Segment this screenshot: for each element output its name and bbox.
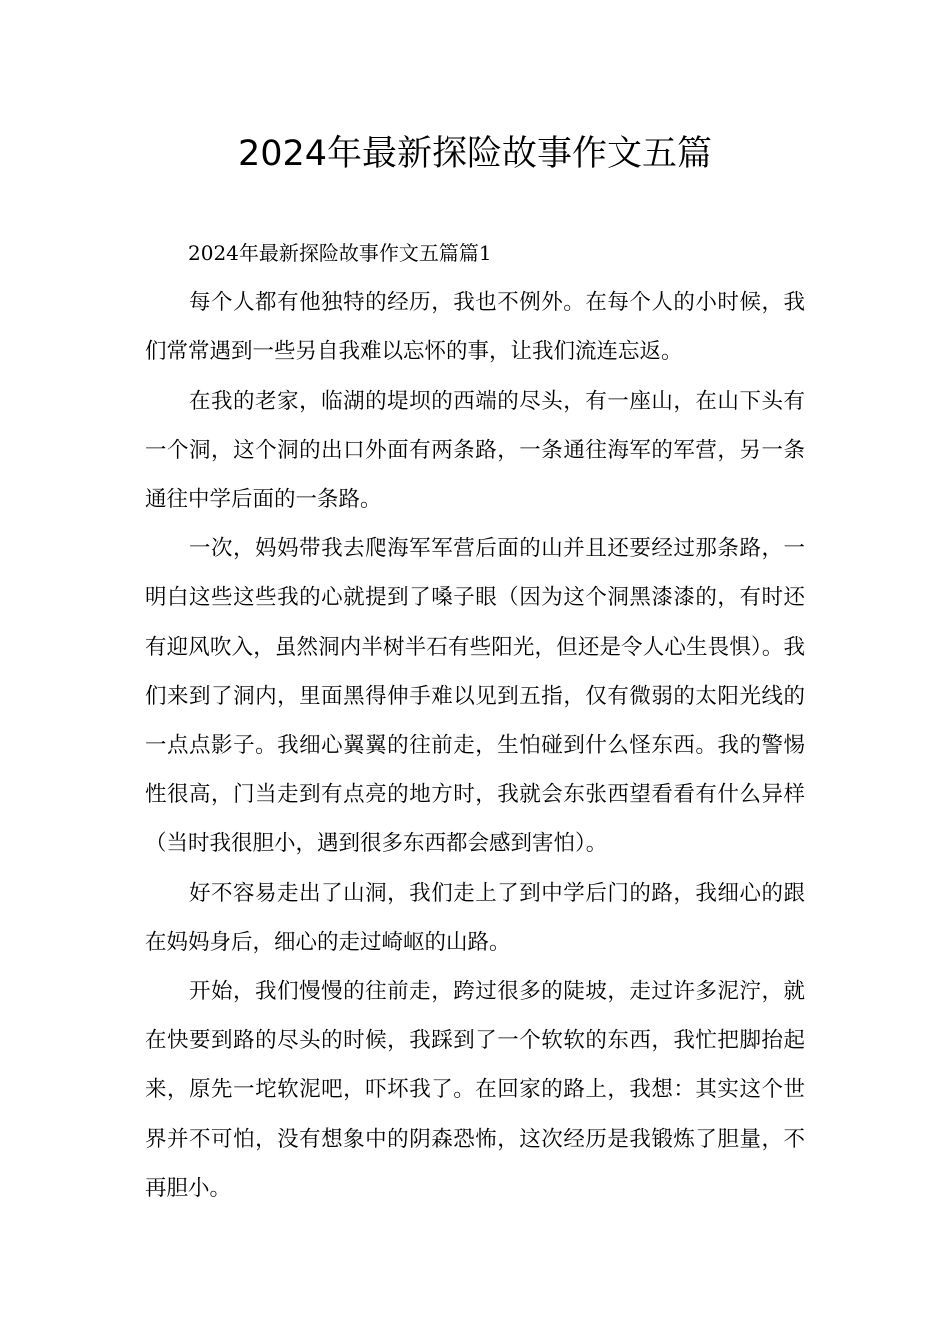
paragraph-2: 在我的老家，临湖的堤坝的西端的尽头，有一座山，在山下头有一个洞，这个洞的出口外面有两条路，一条通往海军的军营，另一条通往中学后面的一条路。 (145, 388, 805, 513)
paragraph-3: 一次，妈妈带我去爬海军军营后面的山并且还要经过那条路，一明白这些这些我的心就提到了嗓子眼（因为这个洞黑漆漆的，有时还有迎风吹入，虽然洞内半树半石有些阳光，但还是令人心生畏惧）。我们来到了洞内，里面黑得伸手难以见到五指，仅有微弱的太阳光线的一点点影子。我细心翼翼的往前走，生怕碰到什么怪东西。我的警惕性很高，门当走到有点亮的地方时，我就会东张西望看看有什么异样（当时我很胆小，遇到很多东西都会感到害怕）。 (145, 536, 805, 857)
paragraph-5: 开始，我们慢慢的往前走，跨过很多的陡坡，走过许多泥泞，就在快要到路的尽头的时候，我踩到了一个软软的东西，我忙把脚抬起来，原先一坨软泥吧，吓坏我了。在回家的路上，我想：其实这个世界并不可怕，没有想象中的阴森恐怖，这次经历是我锻炼了胆量，不再胆小。 (145, 979, 805, 1201)
document-body (145, 229, 805, 1213)
paragraph-4: 好不容易走出了山洞，我们走上了到中学后门的路，我细心的跟在妈妈身后，细心的走过崎岖的山路。 (145, 880, 805, 955)
document-title: 2024年最新探险故事作文五篇 (237, 134, 713, 174)
section-heading: 2024年最新探险故事作文五篇篇1 (188, 241, 492, 265)
paragraph-1: 每个人都有他独特的经历，我也不例外。在每个人的小时候，我们常常遇到一些另自我难以忘怀的事，让我们流连忘返。 (145, 290, 805, 365)
